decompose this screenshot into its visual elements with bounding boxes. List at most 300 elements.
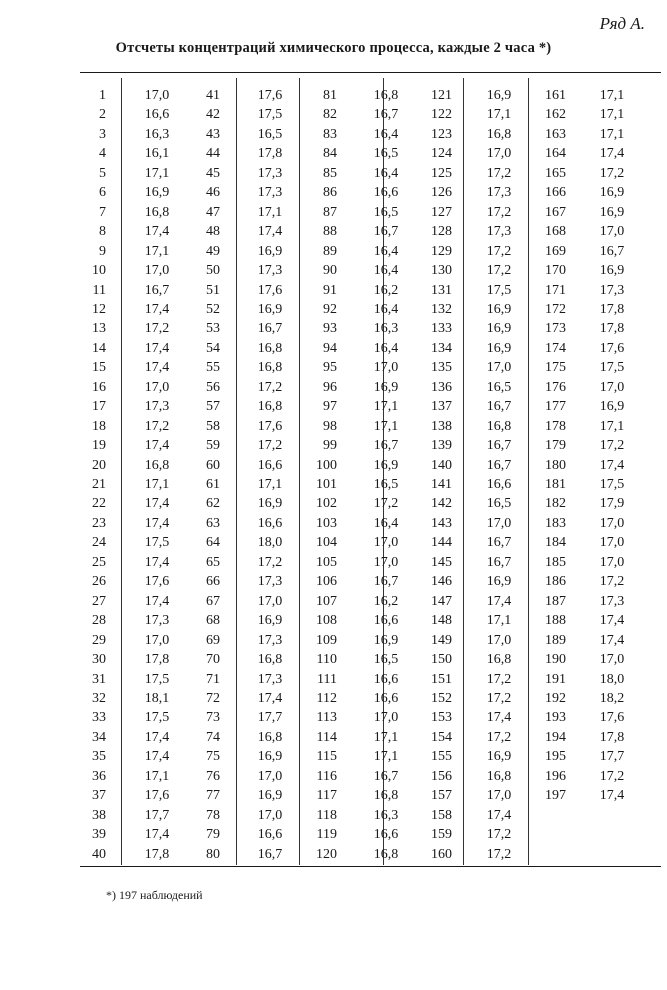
concentration-value: 16,9 bbox=[373, 632, 399, 648]
concentration-value: 17,4 bbox=[144, 827, 170, 843]
concentration-value: 17,0 bbox=[257, 807, 283, 823]
concentration-value: 16,7 bbox=[257, 321, 283, 337]
observation-number: 16 bbox=[92, 379, 106, 395]
observation-number: 94 bbox=[323, 340, 337, 356]
concentration-value: 17,0 bbox=[257, 768, 283, 784]
observation-number: 60 bbox=[206, 457, 220, 473]
concentration-value: 17,2 bbox=[486, 263, 512, 279]
concentration-value: 16,7 bbox=[373, 224, 399, 240]
concentration-value: 17,2 bbox=[486, 671, 512, 687]
observation-number: 86 bbox=[323, 185, 337, 201]
concentration-value: 17,0 bbox=[144, 632, 170, 648]
observation-number: 180 bbox=[545, 457, 566, 473]
observation-number: 51 bbox=[206, 282, 220, 298]
observation-number: 172 bbox=[545, 301, 566, 317]
concentration-value: 16,7 bbox=[144, 282, 170, 298]
concentration-value: 17,0 bbox=[373, 535, 399, 551]
concentration-value: 16,4 bbox=[373, 515, 399, 531]
concentration-value: 16,4 bbox=[373, 301, 399, 317]
column-divider bbox=[463, 78, 464, 865]
concentration-value: 17,5 bbox=[486, 282, 512, 298]
concentration-value: 17,4 bbox=[144, 301, 170, 317]
observation-number: 128 bbox=[431, 224, 452, 240]
observation-number: 46 bbox=[206, 185, 220, 201]
observation-number: 80 bbox=[206, 846, 220, 862]
concentration-value: 17,2 bbox=[486, 690, 512, 706]
observation-number: 101 bbox=[316, 477, 337, 492]
concentration-value: 17,1 bbox=[486, 107, 512, 123]
concentration-value: 17,1 bbox=[373, 729, 399, 745]
concentration-value: 17,1 bbox=[144, 768, 170, 784]
observation-number: 98 bbox=[323, 418, 337, 434]
observation-number: 71 bbox=[206, 671, 220, 687]
concentration-value: 17,6 bbox=[599, 340, 625, 356]
observation-number: 111 bbox=[317, 671, 337, 687]
concentration-value: 17,3 bbox=[257, 632, 283, 648]
concentration-value: 17,5 bbox=[599, 477, 625, 492]
concentration-value: 17,1 bbox=[144, 477, 170, 492]
concentration-value: 17,2 bbox=[257, 438, 283, 454]
observation-number: 137 bbox=[431, 399, 452, 415]
column-divider bbox=[236, 78, 237, 865]
observation-number: 18 bbox=[92, 418, 106, 434]
observation-number: 112 bbox=[316, 690, 337, 706]
observation-number: 30 bbox=[92, 652, 106, 668]
concentration-value: 17,4 bbox=[144, 749, 170, 765]
concentration-value: 16,7 bbox=[486, 399, 512, 415]
concentration-value: 16,7 bbox=[257, 846, 283, 862]
concentration-value: 17,4 bbox=[144, 496, 170, 512]
concentration-value: 16,4 bbox=[373, 165, 399, 181]
observation-number: 186 bbox=[545, 574, 566, 590]
concentration-value: 17,4 bbox=[599, 613, 625, 629]
observation-number: 193 bbox=[545, 710, 566, 726]
observation-number: 146 bbox=[431, 574, 452, 590]
observation-number: 155 bbox=[431, 749, 452, 765]
observation-number: 158 bbox=[431, 807, 452, 823]
concentration-value: 17,2 bbox=[486, 165, 512, 181]
observation-number: 97 bbox=[323, 399, 337, 415]
concentration-value: 17,4 bbox=[144, 438, 170, 454]
observation-number: 75 bbox=[206, 749, 220, 765]
concentration-value: 16,9 bbox=[257, 613, 283, 629]
concentration-value: 17,8 bbox=[599, 729, 625, 745]
observation-number: 4 bbox=[99, 146, 106, 162]
observation-number: 26 bbox=[92, 574, 106, 590]
concentration-value: 16,7 bbox=[486, 438, 512, 454]
observation-number: 53 bbox=[206, 321, 220, 337]
observation-number: 8 bbox=[99, 224, 106, 240]
concentration-value: 17,7 bbox=[599, 749, 625, 765]
observation-number: 174 bbox=[545, 340, 566, 356]
concentration-value: 17,0 bbox=[486, 632, 512, 648]
concentration-value: 16,8 bbox=[257, 399, 283, 415]
concentration-value: 17,6 bbox=[144, 788, 170, 804]
observation-number: 100 bbox=[316, 457, 337, 473]
concentration-value: 16,9 bbox=[599, 185, 625, 201]
observation-number: 177 bbox=[545, 399, 566, 415]
concentration-value: 16,3 bbox=[373, 807, 399, 823]
observation-number: 32 bbox=[92, 690, 106, 706]
observation-number: 106 bbox=[316, 574, 337, 590]
observation-number: 103 bbox=[316, 515, 337, 531]
observation-number: 68 bbox=[206, 613, 220, 629]
observation-number: 160 bbox=[431, 846, 452, 862]
observation-number: 35 bbox=[92, 749, 106, 765]
observation-number: 151 bbox=[431, 671, 452, 687]
concentration-value: 18,0 bbox=[599, 671, 625, 687]
concentration-value: 17,3 bbox=[144, 399, 170, 415]
observation-number: 110 bbox=[316, 652, 337, 668]
concentration-value: 17,1 bbox=[599, 88, 625, 103]
concentration-value: 17,4 bbox=[486, 593, 512, 609]
observation-number: 108 bbox=[316, 613, 337, 629]
observation-number: 143 bbox=[431, 515, 452, 531]
observation-number: 91 bbox=[323, 282, 337, 298]
concentration-value: 16,9 bbox=[257, 788, 283, 804]
observation-number: 87 bbox=[323, 204, 337, 220]
observation-number: 34 bbox=[92, 729, 106, 745]
observation-number: 125 bbox=[431, 165, 452, 181]
observation-number: 48 bbox=[206, 224, 220, 240]
observation-number: 119 bbox=[316, 827, 337, 843]
concentration-value: 16,6 bbox=[486, 477, 512, 492]
observation-number: 181 bbox=[545, 477, 566, 492]
observation-number: 13 bbox=[92, 321, 106, 337]
concentration-value: 17,7 bbox=[257, 710, 283, 726]
observation-number: 6 bbox=[99, 185, 106, 201]
observation-number: 99 bbox=[323, 438, 337, 454]
concentration-value: 16,9 bbox=[486, 88, 512, 103]
observation-number: 17 bbox=[92, 399, 106, 415]
concentration-value: 16,7 bbox=[373, 438, 399, 454]
concentration-value: 17,4 bbox=[486, 710, 512, 726]
observation-number: 9 bbox=[99, 243, 106, 259]
concentration-value: 17,2 bbox=[486, 846, 512, 862]
observation-number: 25 bbox=[92, 554, 106, 570]
observation-number: 152 bbox=[431, 690, 452, 706]
concentration-value: 16,7 bbox=[599, 243, 625, 259]
concentration-value: 17,2 bbox=[486, 204, 512, 220]
concentration-value: 16,9 bbox=[599, 399, 625, 415]
concentration-value: 17,0 bbox=[373, 554, 399, 570]
concentration-value: 17,3 bbox=[257, 671, 283, 687]
observation-number: 117 bbox=[316, 788, 337, 804]
concentration-value: 17,1 bbox=[373, 418, 399, 434]
observation-number: 145 bbox=[431, 554, 452, 570]
observation-number: 54 bbox=[206, 340, 220, 356]
concentration-value: 16,4 bbox=[373, 126, 399, 142]
concentration-value: 17,0 bbox=[486, 360, 512, 376]
observation-number: 20 bbox=[92, 457, 106, 473]
observation-number: 116 bbox=[316, 768, 337, 784]
observation-number: 168 bbox=[545, 224, 566, 240]
concentration-value: 17,4 bbox=[144, 224, 170, 240]
concentration-value: 16,4 bbox=[373, 263, 399, 279]
concentration-value: 17,2 bbox=[144, 418, 170, 434]
concentration-value: 16,8 bbox=[144, 457, 170, 473]
observation-number: 64 bbox=[206, 535, 220, 551]
concentration-value: 17,2 bbox=[599, 438, 625, 454]
concentration-value: 17,4 bbox=[599, 788, 625, 804]
observation-number: 59 bbox=[206, 438, 220, 454]
series-label: Ряд A. bbox=[599, 14, 645, 33]
observation-number: 74 bbox=[206, 729, 220, 745]
observation-number: 194 bbox=[545, 729, 566, 745]
observation-number: 52 bbox=[206, 301, 220, 317]
concentration-value: 16,9 bbox=[486, 321, 512, 337]
observation-number: 107 bbox=[316, 593, 337, 609]
concentration-value: 17,1 bbox=[486, 613, 512, 629]
concentration-value: 17,2 bbox=[257, 554, 283, 570]
concentration-value: 17,3 bbox=[257, 574, 283, 590]
observation-number: 78 bbox=[206, 807, 220, 823]
concentration-value: 16,3 bbox=[144, 126, 170, 142]
observation-number: 134 bbox=[431, 340, 452, 356]
observation-number: 57 bbox=[206, 399, 220, 415]
observation-number: 131 bbox=[431, 282, 452, 298]
observation-number: 76 bbox=[206, 768, 220, 784]
observation-number: 120 bbox=[316, 846, 337, 862]
concentration-value: 16,6 bbox=[373, 613, 399, 629]
concentration-value: 17,2 bbox=[599, 574, 625, 590]
observation-number: 47 bbox=[206, 204, 220, 220]
observation-number: 7 bbox=[99, 204, 106, 220]
concentration-value: 16,6 bbox=[144, 107, 170, 123]
observation-number: 115 bbox=[316, 749, 337, 765]
observation-number: 89 bbox=[323, 243, 337, 259]
concentration-value: 17,6 bbox=[257, 418, 283, 434]
concentration-value: 17,1 bbox=[257, 477, 283, 492]
observation-number: 139 bbox=[431, 438, 452, 454]
observation-number: 176 bbox=[545, 379, 566, 395]
concentration-value: 17,4 bbox=[144, 340, 170, 356]
concentration-value: 16,5 bbox=[373, 146, 399, 162]
observation-number: 14 bbox=[92, 340, 106, 356]
concentration-value: 16,6 bbox=[373, 185, 399, 201]
concentration-value: 17,6 bbox=[599, 710, 625, 726]
concentration-value: 16,8 bbox=[373, 846, 399, 862]
concentration-value: 16,9 bbox=[486, 301, 512, 317]
concentration-value: 16,4 bbox=[373, 340, 399, 356]
concentration-value: 16,9 bbox=[373, 457, 399, 473]
observation-number: 82 bbox=[323, 107, 337, 123]
observation-number: 195 bbox=[545, 749, 566, 765]
observation-number: 39 bbox=[92, 827, 106, 843]
concentration-value: 16,9 bbox=[257, 749, 283, 765]
observation-number: 123 bbox=[431, 126, 452, 142]
concentration-value: 16,3 bbox=[373, 321, 399, 337]
concentration-value: 17,0 bbox=[486, 788, 512, 804]
concentration-value: 17,2 bbox=[144, 321, 170, 337]
observation-number: 33 bbox=[92, 710, 106, 726]
observation-number: 191 bbox=[545, 671, 566, 687]
observation-number: 189 bbox=[545, 632, 566, 648]
concentration-value: 17,3 bbox=[486, 224, 512, 240]
concentration-value: 17,5 bbox=[257, 107, 283, 123]
observation-number: 105 bbox=[316, 554, 337, 570]
concentration-value: 17,1 bbox=[599, 418, 625, 434]
observation-number: 149 bbox=[431, 632, 452, 648]
observation-number: 19 bbox=[92, 438, 106, 454]
concentration-value: 17,1 bbox=[257, 204, 283, 220]
observation-number: 29 bbox=[92, 632, 106, 648]
concentration-value: 17,4 bbox=[599, 457, 625, 473]
concentration-value: 16,9 bbox=[486, 574, 512, 590]
observation-number: 154 bbox=[431, 729, 452, 745]
observation-number: 49 bbox=[206, 243, 220, 259]
concentration-value: 17,3 bbox=[486, 185, 512, 201]
observation-number: 40 bbox=[92, 846, 106, 862]
concentration-value: 16,7 bbox=[486, 457, 512, 473]
concentration-value: 17,1 bbox=[599, 126, 625, 142]
concentration-value: 17,7 bbox=[144, 807, 170, 823]
concentration-value: 17,4 bbox=[144, 515, 170, 531]
concentration-value: 16,5 bbox=[257, 126, 283, 142]
concentration-value: 16,5 bbox=[373, 652, 399, 668]
observation-number: 171 bbox=[545, 282, 566, 298]
concentration-value: 16,7 bbox=[373, 107, 399, 123]
concentration-value: 17,0 bbox=[373, 710, 399, 726]
concentration-value: 17,3 bbox=[144, 613, 170, 629]
observation-number: 83 bbox=[323, 126, 337, 142]
concentration-value: 17,5 bbox=[144, 671, 170, 687]
observation-number: 77 bbox=[206, 788, 220, 804]
concentration-value: 16,9 bbox=[144, 185, 170, 201]
concentration-value: 17,0 bbox=[144, 263, 170, 279]
concentration-value: 17,0 bbox=[257, 593, 283, 609]
concentration-value: 17,3 bbox=[257, 263, 283, 279]
observation-number: 136 bbox=[431, 379, 452, 395]
observation-number: 129 bbox=[431, 243, 452, 259]
observation-number: 38 bbox=[92, 807, 106, 823]
observation-number: 127 bbox=[431, 204, 452, 220]
observation-number: 178 bbox=[545, 418, 566, 434]
concentration-value: 16,9 bbox=[257, 496, 283, 512]
concentration-value: 16,8 bbox=[486, 768, 512, 784]
concentration-value: 17,3 bbox=[257, 185, 283, 201]
observation-number: 169 bbox=[545, 243, 566, 259]
observation-number: 65 bbox=[206, 554, 220, 570]
concentration-value: 18,1 bbox=[144, 690, 170, 706]
observation-number: 3 bbox=[99, 126, 106, 142]
concentration-value: 16,6 bbox=[257, 827, 283, 843]
observation-number: 50 bbox=[206, 263, 220, 279]
concentration-value: 16,7 bbox=[486, 535, 512, 551]
observation-number: 92 bbox=[323, 301, 337, 317]
page-title: Отсчеты концентраций химического процесса, каждые 2 часа *) bbox=[115, 40, 552, 56]
concentration-value: 17,5 bbox=[144, 535, 170, 551]
observation-number: 192 bbox=[545, 690, 566, 706]
concentration-value: 16,6 bbox=[257, 457, 283, 473]
concentration-value: 17,1 bbox=[144, 243, 170, 259]
concentration-value: 17,3 bbox=[599, 593, 625, 609]
observation-number: 84 bbox=[323, 146, 337, 162]
observation-number: 140 bbox=[431, 457, 452, 473]
concentration-value: 17,0 bbox=[599, 554, 625, 570]
observation-number: 156 bbox=[431, 768, 452, 784]
concentration-value: 17,0 bbox=[144, 88, 170, 103]
observation-number: 72 bbox=[206, 690, 220, 706]
observation-number: 161 bbox=[545, 88, 566, 103]
observation-number: 185 bbox=[545, 554, 566, 570]
observation-number: 196 bbox=[545, 768, 566, 784]
observation-number: 93 bbox=[323, 321, 337, 337]
concentration-value: 16,7 bbox=[373, 768, 399, 784]
observation-number: 66 bbox=[206, 574, 220, 590]
concentration-value: 17,2 bbox=[486, 243, 512, 259]
observation-number: 43 bbox=[206, 126, 220, 142]
observation-number: 37 bbox=[92, 788, 106, 804]
concentration-value: 16,6 bbox=[373, 690, 399, 706]
observation-number: 138 bbox=[431, 418, 452, 434]
observation-number: 133 bbox=[431, 321, 452, 337]
concentration-value: 17,6 bbox=[257, 88, 283, 103]
concentration-value: 17,0 bbox=[599, 224, 625, 240]
concentration-value: 17,1 bbox=[599, 107, 625, 123]
concentration-value: 16,8 bbox=[257, 340, 283, 356]
top-rule bbox=[80, 72, 661, 73]
concentration-value: 17,0 bbox=[373, 360, 399, 376]
observation-number: 159 bbox=[431, 827, 452, 843]
concentration-value: 16,9 bbox=[486, 340, 512, 356]
observation-number: 85 bbox=[323, 165, 337, 181]
observation-number: 130 bbox=[431, 263, 452, 279]
concentration-value: 17,3 bbox=[599, 282, 625, 298]
observation-number: 197 bbox=[545, 788, 566, 804]
concentration-value: 17,4 bbox=[144, 593, 170, 609]
concentration-value: 16,8 bbox=[486, 126, 512, 142]
observation-number: 56 bbox=[206, 379, 220, 395]
concentration-value: 17,6 bbox=[257, 282, 283, 298]
concentration-value: 17,8 bbox=[599, 301, 625, 317]
concentration-value: 16,9 bbox=[257, 301, 283, 317]
observation-number: 11 bbox=[92, 282, 106, 298]
observation-number: 31 bbox=[92, 671, 106, 687]
observation-number: 42 bbox=[206, 107, 220, 123]
observation-number: 41 bbox=[206, 88, 220, 103]
observation-number: 22 bbox=[92, 496, 106, 512]
concentration-value: 17,0 bbox=[486, 515, 512, 531]
observation-number: 73 bbox=[206, 710, 220, 726]
concentration-value: 16,5 bbox=[486, 496, 512, 512]
concentration-value: 16,4 bbox=[373, 243, 399, 259]
observation-number: 23 bbox=[92, 515, 106, 531]
concentration-value: 17,0 bbox=[599, 379, 625, 395]
observation-number: 90 bbox=[323, 263, 337, 279]
observation-number: 126 bbox=[431, 185, 452, 201]
observation-number: 95 bbox=[323, 360, 337, 376]
observation-number: 114 bbox=[316, 729, 337, 745]
observation-number: 61 bbox=[206, 477, 220, 492]
concentration-value: 16,8 bbox=[144, 204, 170, 220]
observation-number: 147 bbox=[431, 593, 452, 609]
concentration-value: 17,4 bbox=[486, 807, 512, 823]
observation-number: 164 bbox=[545, 146, 566, 162]
concentration-value: 17,1 bbox=[373, 749, 399, 765]
observation-number: 28 bbox=[92, 613, 106, 629]
observation-number: 1 bbox=[99, 88, 106, 103]
footnote: *) 197 наблюдений bbox=[106, 888, 203, 902]
observation-number: 167 bbox=[545, 204, 566, 220]
observation-number: 163 bbox=[545, 126, 566, 142]
concentration-value: 16,5 bbox=[373, 204, 399, 220]
concentration-value: 17,0 bbox=[599, 535, 625, 551]
concentration-value: 17,4 bbox=[144, 554, 170, 570]
observation-number: 45 bbox=[206, 165, 220, 181]
concentration-value: 16,9 bbox=[599, 263, 625, 279]
observation-number: 150 bbox=[431, 652, 452, 668]
